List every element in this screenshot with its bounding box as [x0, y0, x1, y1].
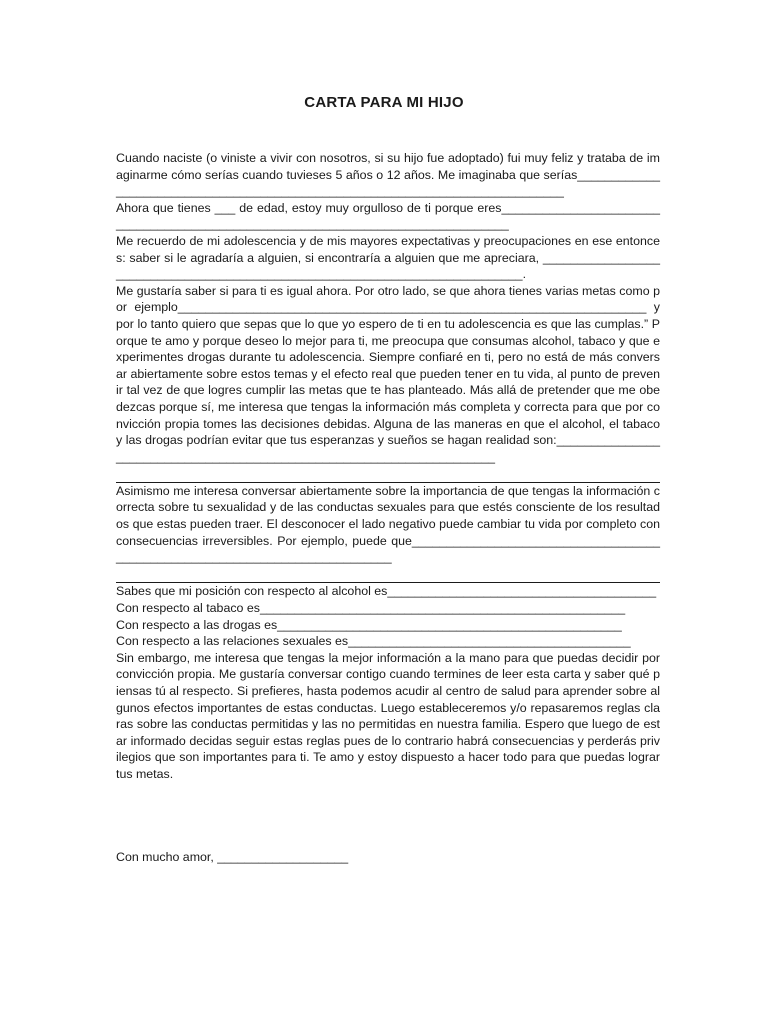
paragraph-age: Ahora que tienes ___ de edad, estoy muy orgulloso de ti porque eres________________________________________________________________________________	[116, 200, 660, 232]
position-tobacco: Con respecto al tabaco es_____________________________________________________	[116, 601, 626, 616]
paragraph-goals-and-substances: Me gustaría saber si para ti es igual ahora. Por otro lado, se que ahora tienes varias metas como por ejemplo____________________________________________________________________ y por lo tanto quiero que sepas que lo que yo espero de ti en tu adolescencia es que las cumplas.” Porque te amo y porque deseo lo mejor para ti, me preocupa que consumas alcohol, tabaco y que experimentes drogas durante tu adolescencia. Siempre confiaré en ti, pero no está de más conversar abiertamente sobre estos temas y el efecto real que pueden tener en tu vida, al punto de prevenir tal vez de que logres cumplir las metas que te has planteado. Más allá de pretender que me obedezcas porque sí, me interesa que tengas la información más completa y correcta para que por convicción propia tomes las decisiones debidas. Alguna de las maneras en que el alcohol, el tabaco y las drogas podrían evitar que tus esperanzas y sueños se hagan realidad son:______________________________________________________________________	[116, 283, 660, 464]
closing-signature: Con mucho amor, ___________________	[116, 850, 349, 864]
paragraph-adolescence-memory: Me recuerdo de mi adolescencia y de mis mayores expectativas y preocupaciones en ese entonces: saber si le agradaría a alguien, si encontraría a alguien que me apreciara, ____________________________________________________________________________.	[116, 233, 660, 282]
position-drugs: Con respecto a las drogas es__________________________________________________	[116, 617, 622, 632]
document-body	[116, 150, 660, 783]
blank-line	[116, 465, 660, 483]
document-title: CARTA PARA MI HIJO	[304, 94, 464, 111]
paragraph-conclusion: Sin embargo, me interesa que tengas la mejor información a la mano para que puedas decidir por convicción propia. Me gustaría conversar contigo cuando termines de leer esta carta y saber qué piensas tú al respecto. Si prefieres, hasta podemos acudir al centro de salud para aprender sobre algunos efectos importantes de estas conductas. Luego estableceremos y/o repasaremos reglas claras sobre las conductas permitidas y las no permitidas en nuestra familia. Espero que luego de estar informado decidas seguir estas reglas pues de lo contrario habrá consecuencias y perderás privilegios que son importantes para ti. Te amo y estoy dispuesto a hacer todo para que puedas lograr tus metas.	[116, 650, 660, 781]
blank-line	[116, 566, 660, 584]
position-alcohol: Sabes que mi posición con respecto al alcohol es_______________________________________	[116, 584, 657, 599]
paragraph-sexuality: Asimismo me interesa conversar abiertamente sobre la importancia de que tengas la información correcta sobre tu sexualidad y de las conductas sexuales para que estés consciente de los resultados que estas pueden traer. El desconocer el lado negativo puede cambiar tu vida por completo con consecuencias irreversibles. Por ejemplo, puede que____________________________________________________________________________	[116, 483, 660, 565]
paragraph-intro: Cuando naciste (o viniste a vivir con nosotros, si su hijo fue adoptado) fui muy feliz y trataba de imaginarme cómo serías cuando tuvieses 5 años o 12 años. Me imaginaba que serías_____________________________________________________________________________	[116, 151, 660, 199]
position-sexual-relations: Con respecto a las relaciones sexuales es_________________________________________	[116, 634, 631, 649]
